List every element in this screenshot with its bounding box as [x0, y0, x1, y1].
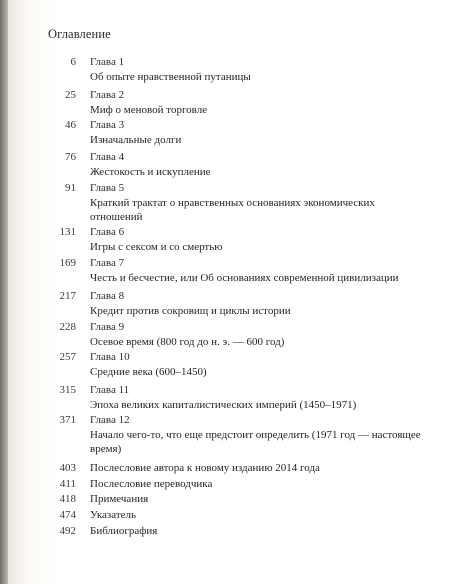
- chapter-label: Глава 4: [90, 151, 125, 163]
- chapter-title: Краткий трактат о нравственных основаниях экономических отношений: [90, 196, 375, 223]
- page-number: 217: [59, 290, 76, 302]
- section-title: Послесловие переводчика: [90, 478, 213, 490]
- chapter-label: Глава 9: [90, 321, 125, 333]
- page-number: 474: [59, 509, 76, 521]
- chapter-title: Изначальные долги: [90, 133, 182, 146]
- chapter-label: Глава 5: [90, 182, 125, 194]
- chapter-label: Глава 6: [90, 226, 125, 238]
- page-number: 371: [59, 414, 76, 426]
- chapter-label: Глава 3: [90, 119, 125, 131]
- page-number: 315: [59, 384, 76, 396]
- page-gutter-shadow: [0, 0, 8, 584]
- chapter-label: Глава 7: [90, 257, 125, 269]
- chapter-label: Глава 10: [90, 351, 130, 363]
- page-number: 25: [65, 89, 76, 101]
- chapter-label: Глава 11: [90, 384, 130, 396]
- chapter-label: Глава 8: [90, 290, 125, 302]
- page-number: 492: [59, 525, 76, 537]
- chapter-title: Кредит против сокровищ и циклы истории: [90, 304, 291, 317]
- page-number: 169: [59, 257, 76, 269]
- page-number: 6: [70, 56, 76, 68]
- page-number: 228: [59, 321, 76, 333]
- chapter-title: Миф о меновой торговле: [90, 103, 208, 116]
- page-number: 91: [65, 182, 76, 194]
- page-number: 131: [59, 226, 76, 238]
- toc-heading: Оглавление: [48, 27, 111, 41]
- section-title: Указатель: [90, 509, 137, 521]
- chapter-label: Глава 1: [90, 56, 125, 68]
- chapter-title: Эпоха великих капиталистических империй (1450–1971): [90, 398, 357, 411]
- page-number: 257: [59, 351, 76, 363]
- chapter-title: Об опыте нравственной путаницы: [90, 70, 251, 83]
- section-title: Библиография: [90, 525, 158, 537]
- chapter-title: Средние века (600–1450): [90, 365, 207, 378]
- chapter-label: Глава 12: [90, 414, 130, 426]
- page-number: 46: [65, 119, 76, 131]
- page-number: 418: [59, 493, 76, 505]
- chapter-title: Начало чего-то, что еще предстоит определить (1971 год — настоящее время): [90, 428, 421, 455]
- chapter-title: Жестокость и искупление: [90, 165, 211, 178]
- page-number: 403: [59, 462, 76, 474]
- section-title: Послесловие автора к новому изданию 2014 года: [90, 462, 320, 474]
- page-number: 411: [59, 478, 76, 490]
- chapter-title: Честь и бесчестие, или Об основаниях современной цивилизации: [90, 271, 399, 284]
- section-title: Примечания: [90, 493, 149, 505]
- chapter-label: Глава 2: [90, 89, 125, 101]
- page-number: 76: [65, 151, 76, 163]
- chapter-title: Игры с сексом и со смертью: [90, 240, 223, 253]
- chapter-title: Осевое время (800 год до н. э. — 600 год): [90, 335, 285, 348]
